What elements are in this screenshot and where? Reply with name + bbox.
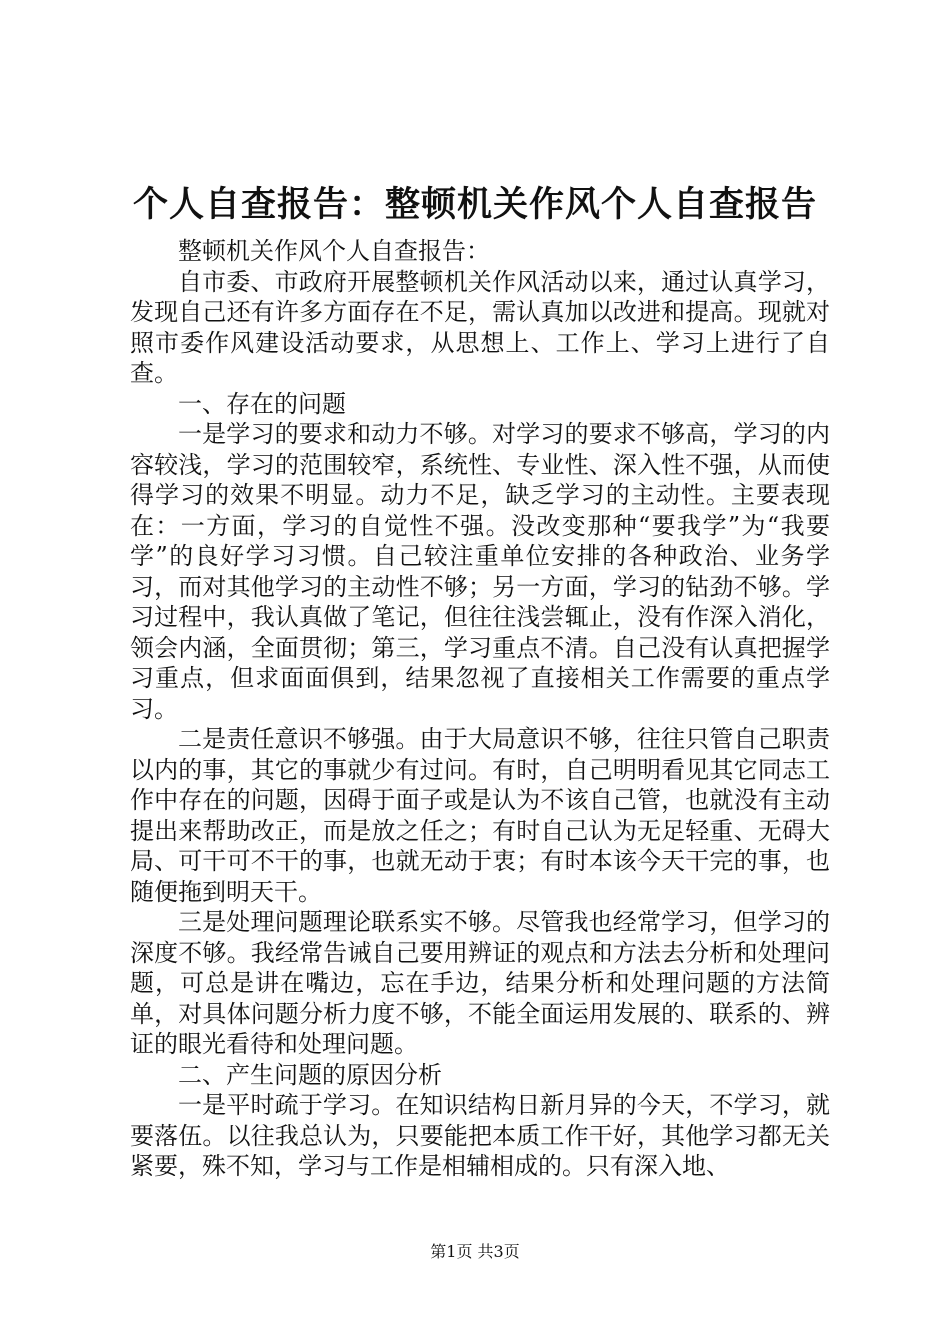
paragraph-learning: 一是学习的要求和动力不够。对学习的要求不够高，学习的内容较浅，学习的范围较窄，系统性、专业性、深入性不强，从而使得学习的效果不明显。动力不足，缺乏学习的主动性。主要表现在：一方面，学习的自觉性不强。没改变那种“要我学”为“我要学”的良好学习习惯。自己较注重单位安排的各种政治、业务学习，而对其他学习的主动性不够；另一方面，学习的钻劲不够。学习过程中，我认真做了笔记，但往往浅尝辄止，没有作深入消化，领会内涵，全面贯彻；第三，学习重点不清。自己没有认真把握学习重点，但求面面俱到，结果忽视了直接相关工作需要的重点学习。 [130, 420, 830, 723]
document-body [130, 236, 830, 1182]
paragraph-responsibility: 二是责任意识不够强。由于大局意识不够，往往只管自己职责以内的事，其它的事就少有过问。有时，自己明明看见其它同志工作中存在的问题，因碍于面子或是认为不该自己管，也就没有主动提出来帮助改正，而是放之任之；有时自己认为无足轻重、无碍大局、可干可不干的事，也就无动于衷；有时本该今天干完的事，也随便拖到明天干。 [130, 725, 830, 906]
paragraph-study-neglect: 一是平时疏于学习。在知识结构日新月异的今天，不学习，就要落伍。以往我总认为，只要能把本质工作干好，其他学习都无关紧要，殊不知，学习与工作是相辅相成的。只有深入地、 [130, 1091, 830, 1180]
section-heading-causes: 二、产生问题的原因分析 [178, 1060, 442, 1089]
opening-line: 整顿机关作风个人自查报告： [178, 237, 490, 265]
document-title: 个人自查报告：整顿机关作风个人自查报告 [132, 184, 817, 225]
section-heading-problems: 一、存在的问题 [178, 389, 346, 418]
paragraph-theory-practice: 三是处理问题理论联系实不够。尽管我也经常学习，但学习的深度不够。我经常告诫自己要用辨证的观点和方法去分析和处理问题，可总是讲在嘴边，忘在手边，结果分析和处理问题的方法简单，对具体问题分析力度不够，不能全面运用发展的、联系的、辨证的眼光看待和处理问题。 [130, 908, 830, 1058]
intro-paragraph: 自市委、市政府开展整顿机关作风活动以来，通过认真学习，发现自己还有许多方面存在不足，需认真加以改进和提高。现就对照市委作风建设活动要求，从思想上、工作上、学习上进行了自查。 [130, 267, 830, 387]
page-number: 第1页 共3页 [430, 1242, 520, 1261]
